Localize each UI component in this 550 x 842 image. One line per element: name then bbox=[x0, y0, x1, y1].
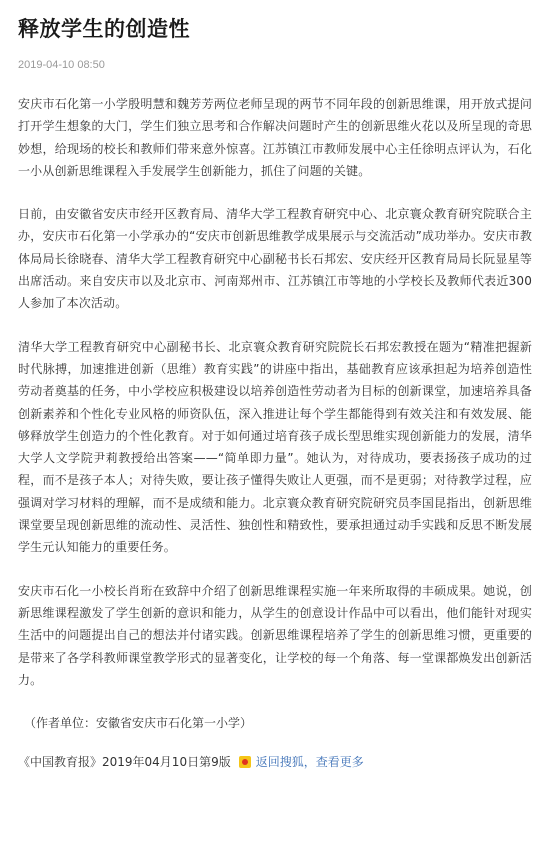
source-line bbox=[18, 751, 532, 773]
publish-date: 2019-04-10 08:50 bbox=[18, 59, 105, 71]
source-citation: 《中国教育报》2019年04月10日第9版 bbox=[18, 755, 231, 770]
back-to-sohu-link[interactable]: 返回搜狐，查看更多 bbox=[255, 755, 364, 770]
paragraph-2: 日前，由安徽省安庆市经开区教育局、清华大学工程教育研究中心、北京寰众教育研究院联合主办，安庆市石化第一小学承办的“安庆市创新思维教学成果展示与交流活动”成功举办。安庆市教体局局长徐晓春、清华大学工程教育研究中心副秘书长石邦宏、安庆经开区教育局局长阮显星等出席活动。来自安庆市以及北京市、河南郑州市、江苏镇江市等地的小学校长及教师代表近300人参加了本次活动。 bbox=[18, 207, 532, 311]
article-title: 释放学生的创造性 bbox=[18, 17, 190, 41]
paragraph-4: 安庆市石化一小校长肖珩在致辞中介绍了创新思维课程实施一年来所取得的丰硕成果。她说，创新思维课程激发了学生创新的意识和能力，从学生的创意设计作品中可以看出，他们能针对现实生活中的问题提出自己的想法并付诸实践。创新思维课程培养了学生的创新思维习惯，更重要的是带来了各学科教师课堂教学形式的显著变化，让学校的每一个角落、每一堂课都焕发出创新活力。 bbox=[18, 583, 532, 687]
author-affiliation: （作者单位：安徽省安庆市石化第一小学） bbox=[24, 716, 253, 731]
paragraph-1: 安庆市石化第一小学殷明慧和魏芳芳两位老师呈现的两节不同年段的创新思维课，用开放式提问打开学生想象的大门，学生们独立思考和合作解决问题时产生的创新思维火花以及所呈现的奇思妙想，给现场的校长和教师们带来意外惊喜。江苏镇江市教师发展中心主任徐明点评认为，石化一小从创新思维课程入手发展学生创新能力，抓住了问题的关键。 bbox=[18, 97, 532, 178]
sohu-logo-icon bbox=[239, 756, 251, 768]
paragraph-3: 清华大学工程教育研究中心副秘书长、北京寰众教育研究院院长石邦宏教授在题为“精准把握新时代脉搏，加速推进创新（思维）教育实践”的讲座中指出，基础教育应该承担起为培养创造性劳动者奠基的任务，中小学校应积极建设以培养创造性劳动者为目标的创新课堂，加速培养具备创新素养和个性化专业风格的师资队伍，深入推进让每个学生都能得到有效关注和有效发展、能够释放学生创造力的个性化教育。对于如何通过培育孩子成长型思维实现创新能力的发展，清华大学人文学院尹莉教授给出答案——“简单即力量”。她认为，对待成功，要表扬孩子成功的过程，而不是孩子本人；对待失败，要让孩子懂得失败让人更强，而不是更弱；对待教学过程，应强调对学习材料的理解，而不是成绩和能力。北京寰众教育研究院研究员李国昆指出，创新思维课堂要呈现创新思维的流动性、灵活性、独创性和精致性，要承担通过动手实践和反思不断发展学生元认知能力的重要任务。 bbox=[18, 339, 532, 555]
